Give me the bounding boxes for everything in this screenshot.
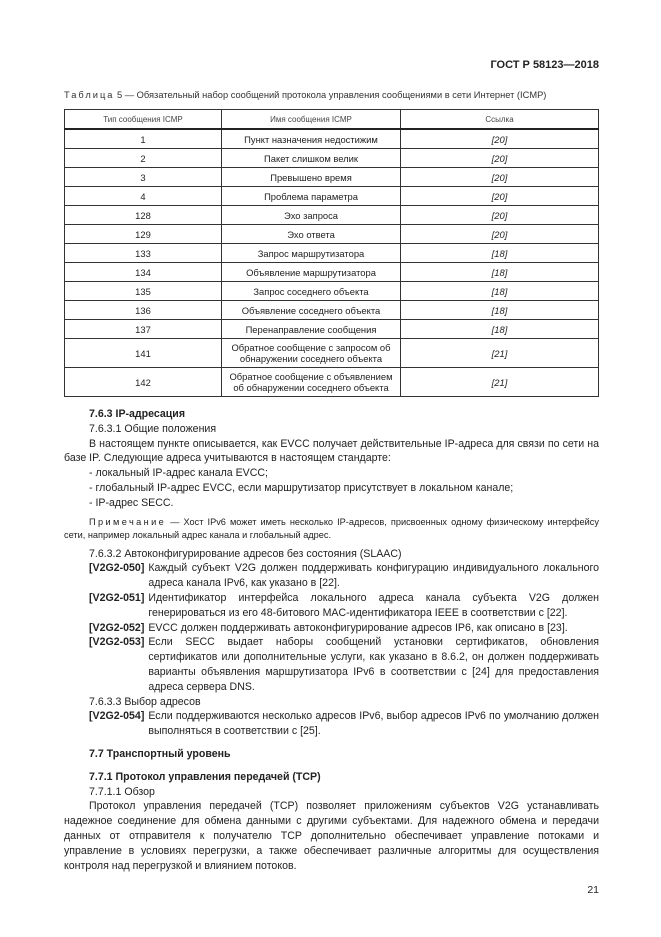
page-number: 21 xyxy=(587,884,599,897)
cell-type: 4 xyxy=(65,187,222,206)
cell-name: Запрос соседнего объекта xyxy=(222,282,401,301)
table-row xyxy=(65,282,599,301)
cell-type: 2 xyxy=(65,149,222,168)
cell-reference: [21] xyxy=(401,339,599,368)
subsection-title: 7.6.3.3 Выбор адресов xyxy=(89,695,201,708)
cell-name: Обратное сообщение с запросом об обнаружении соседнего объекта xyxy=(222,339,401,368)
requirement-id: [V2G2-054] xyxy=(89,710,145,723)
cell-name: Обратное сообщение с объявлением об обнаружении соседнего объекта xyxy=(222,368,401,397)
note-text: — Хост IPv6 может иметь несколько IP-адресов, присвоенных одному физическому интерфейсу сети, например локальный адрес канала и глобальный адрес. xyxy=(64,516,599,541)
table-row xyxy=(65,168,599,187)
table-row xyxy=(65,225,599,244)
cell-type: 1 xyxy=(65,129,222,149)
cell-name: Эхо запроса xyxy=(222,206,401,225)
cell-type: 137 xyxy=(65,320,222,339)
cell-reference: [18] xyxy=(401,282,599,301)
cell-reference: [18] xyxy=(401,244,599,263)
requirement-id: [V2G2-053] xyxy=(89,636,145,649)
cell-name: Превышено время xyxy=(222,168,401,187)
cell-name: Запрос маршрутизатора xyxy=(222,244,401,263)
standard-header: ГОСТ Р 58123—2018 xyxy=(490,59,599,71)
table-row xyxy=(65,263,599,282)
requirement-text: Каждый субъект V2G должен поддерживать конфигурацию индивидуального локального адреса канала IPv6, как указано в [22]. xyxy=(148,562,599,590)
table-row xyxy=(65,129,599,149)
cell-name: Проблема параметра xyxy=(222,187,401,206)
requirement xyxy=(64,709,599,739)
paragraph: Протокол управления передачей (TCP) позволяет приложениям субъектов V2G устанавливать надежное соединение для обмена данными с другими субъектами. Для надежного обмена и передачи данных от отправителя к получателю TCP дополнительно обеспечивает управление потоками и управление в условиях перегрузки, а также обеспечивает различные алгоритмы для осуществления контроля над перегрузкой и влиянием потоков. xyxy=(64,800,599,872)
requirement-text: Если SECC выдает наборы сообщений установки сертификатов, обновления сертификатов или дополнительные услуги, как указано в 8.6.2, он должен поддерживать варианты объявления маршрутизатора IPv6 в соответствии с [24] для предоставления адреса сервера DNS. xyxy=(148,636,599,693)
caption-prefix: Таблица xyxy=(64,90,115,100)
cell-reference: [20] xyxy=(401,168,599,187)
cell-type: 133 xyxy=(65,244,222,263)
body-text xyxy=(64,407,599,873)
requirement-text: Идентификатор интерфейса локального адреса канала субъекта V2G должен генерироваться из его 48-битового MAC-идентификатора IEEE в соответствии с [22]. xyxy=(148,591,599,619)
table-row xyxy=(65,339,599,368)
note xyxy=(64,516,599,543)
cell-name: Пункт назначения недостижим xyxy=(222,129,401,149)
requirement xyxy=(64,591,599,621)
cell-name: Объявление маршрутизатора xyxy=(222,263,401,282)
icmp-table xyxy=(64,109,599,397)
cell-reference: [20] xyxy=(401,187,599,206)
cell-name: Перенаправление сообщения xyxy=(222,320,401,339)
section-title: 7.7.1 Протокол управления передачей (TCP) xyxy=(89,770,321,783)
table-caption xyxy=(64,89,599,101)
table-row xyxy=(65,187,599,206)
cell-type: 129 xyxy=(65,225,222,244)
requirement xyxy=(64,561,599,591)
cell-reference: [20] xyxy=(401,129,599,149)
cell-type: 134 xyxy=(65,263,222,282)
table-row xyxy=(65,206,599,225)
cell-type: 135 xyxy=(65,282,222,301)
requirement xyxy=(64,635,599,694)
list-item: - локальный IP-адрес канала EVCC; xyxy=(89,467,268,480)
subsection-title: 7.6.3.1 Общие положения xyxy=(89,422,217,435)
cell-type: 128 xyxy=(65,206,222,225)
table-header-row xyxy=(65,110,599,130)
requirement-id: [V2G2-052] xyxy=(89,621,145,634)
cell-type: 136 xyxy=(65,301,222,320)
table-row xyxy=(65,301,599,320)
subsection-title: 7.7.1.1 Обзор xyxy=(89,785,155,798)
cell-reference: [18] xyxy=(401,301,599,320)
table-row xyxy=(65,244,599,263)
section-title: 7.6.3 IP-адресация xyxy=(89,408,186,420)
list-item: - глобальный IP-адрес EVCC, если маршрутизатор присутствует в локальном канале; xyxy=(89,481,514,494)
note-label: Примечание xyxy=(89,516,167,527)
cell-type: 142 xyxy=(65,368,222,397)
subsection-title: 7.6.3.2 Автоконфигурирование адресов без состояния (SLAAC) xyxy=(89,547,402,560)
requirement-text: EVCC должен поддерживать автоконфигурирование адресов IP6, как описано в [23]. xyxy=(148,621,568,634)
cell-type: 141 xyxy=(65,339,222,368)
table-row xyxy=(65,368,599,397)
caption-text: 5 — Обязательный набор сообщений протокола управления сообщениями в сети Интернет (ICMP) xyxy=(114,90,547,100)
column-header: Имя сообщения ICMP xyxy=(222,110,401,130)
section-title: 7.7 Транспортный уровень xyxy=(89,747,231,760)
paragraph: В настоящем пункте описывается, как EVCC получает действительные IP-адреса для связи по сети на базе IP. Следующие адреса учитываются в настоящем стандарте: xyxy=(64,437,599,465)
cell-name: Пакет слишком велик xyxy=(222,149,401,168)
cell-reference: [18] xyxy=(401,320,599,339)
table-row xyxy=(65,149,599,168)
cell-name: Эхо ответа xyxy=(222,225,401,244)
cell-type: 3 xyxy=(65,168,222,187)
column-header: Тип сообщения ICMP xyxy=(65,110,222,130)
column-header: Ссылка xyxy=(401,110,599,130)
requirement-id: [V2G2-050] xyxy=(89,562,145,575)
requirement xyxy=(64,621,599,636)
table-row xyxy=(65,320,599,339)
requirement-text: Если поддерживаются несколько адресов IPv6, выбор адресов IPv6 по умолчанию должен выполняться в соответствии с [25]. xyxy=(148,710,599,738)
cell-reference: [20] xyxy=(401,206,599,225)
list-item: - IP-адрес SECC. xyxy=(89,496,174,509)
cell-reference: [20] xyxy=(401,149,599,168)
cell-reference: [18] xyxy=(401,263,599,282)
cell-reference: [20] xyxy=(401,225,599,244)
cell-name: Объявление соседнего объекта xyxy=(222,301,401,320)
cell-reference: [21] xyxy=(401,368,599,397)
requirement-id: [V2G2-051] xyxy=(89,591,145,604)
